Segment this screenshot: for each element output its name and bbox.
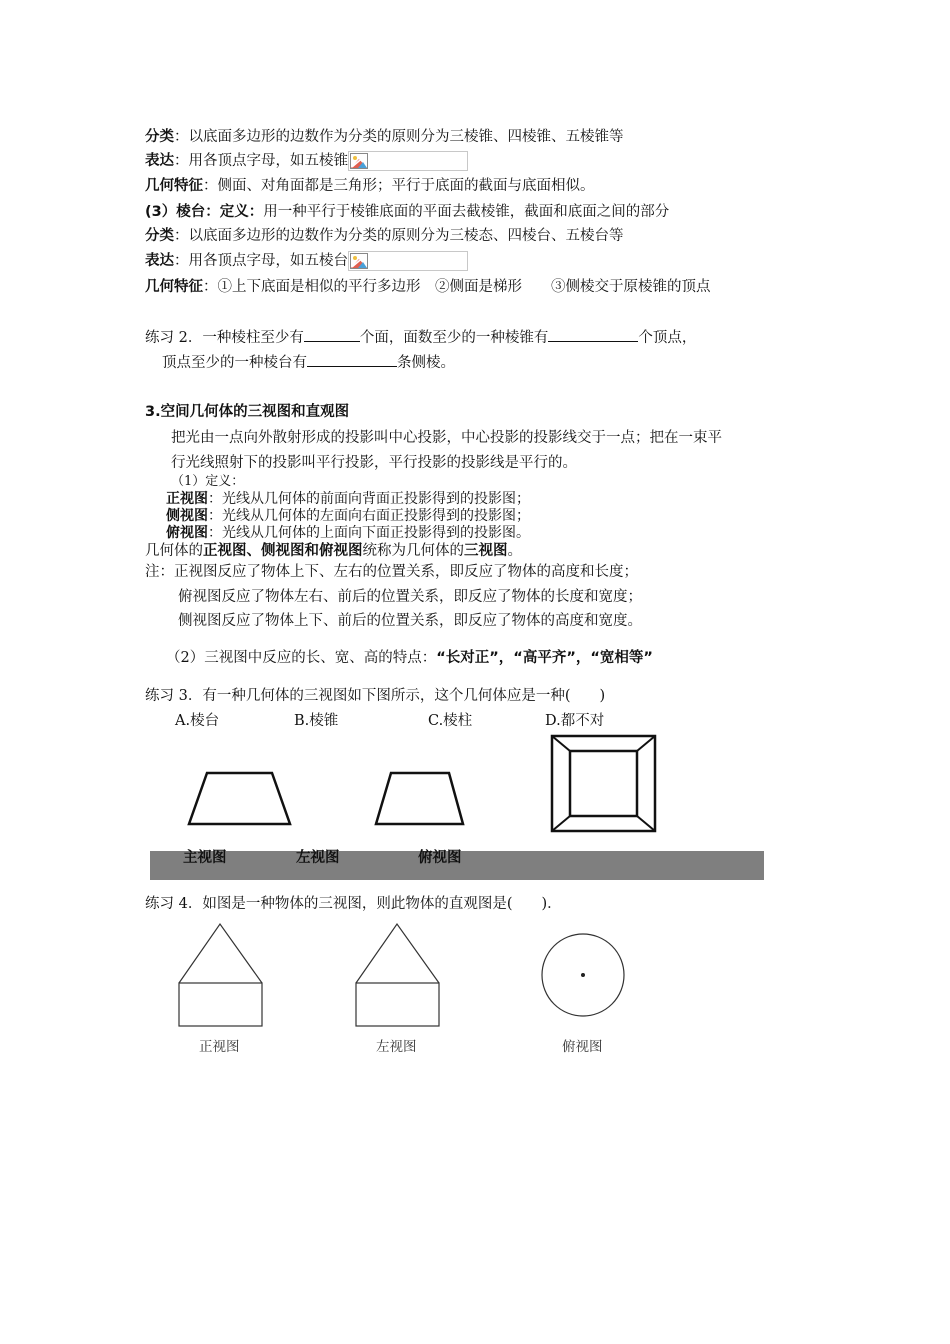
top-view-frame xyxy=(552,736,655,831)
exercise2-line1: 练习 2．一种棱柱至少有 个面，面数至少的一种棱锥有 个顶点， xyxy=(145,327,696,348)
front-view-def: 正视图：光线从几何体的前面向背面正投影得到的投影图； xyxy=(166,491,530,507)
option-d[interactable]: D.都不对 xyxy=(545,713,605,729)
three-views-feature: （2）三视图中反应的长、宽、高的特点：“长对正”，“高平齐”，“宽相等” xyxy=(166,650,653,666)
three-views-summary: 几何体的正视图、侧视图和俯视图统称为几何体的三视图。 xyxy=(145,543,522,559)
caption-main-view: 主视图 xyxy=(183,850,227,866)
frustum-classify-line: 分类：以底面多边形的边数作为分类的原则分为三棱态、四棱台、五棱台等 xyxy=(145,228,624,244)
ex4-top-view-circle xyxy=(542,934,624,1016)
exercise4-question: 练习 4．如图是一种物体的三视图，则此物体的直观图是( )． xyxy=(145,896,562,912)
ex4-caption-top: 俯视图 xyxy=(562,1039,603,1055)
caption-left-view: 左视图 xyxy=(296,850,340,866)
frustum-heading: (3）棱台：定义：用一种平行于棱锥底面的平面去截棱锥，截面和底面之间的部分 xyxy=(145,204,670,220)
side-view-trapezoid xyxy=(376,773,463,824)
side-view-def: 侧视图：光线从几何体的左面向右面正投影得到的投影图； xyxy=(166,508,530,524)
caption-top-view: 俯视图 xyxy=(418,850,462,866)
frustum-feature-line: 几何特征：①上下底面是相似的平行多边形 ②侧面是梯形 ③侧棱交于原棱锥的顶点 xyxy=(145,279,711,295)
note-line3: 侧视图反应了物体上下、前后的位置关系，即反应了物体的高度和宽度。 xyxy=(178,613,642,629)
section3-title: 3.空间几何体的三视图和直观图 xyxy=(145,404,350,420)
note-line2: 俯视图反应了物体左右、前后的位置关系，即反应了物体的长度和宽度； xyxy=(178,589,642,605)
section3-para2: 行光线照射下的投影叫平行投影，平行投影的投影线是平行的。 xyxy=(171,455,577,471)
section3-para1: 把光由一点向外散射形成的投影叫中心投影，中心投影的投影线交于一点；把在一束平 xyxy=(171,430,722,446)
ex4-side-view-house xyxy=(356,924,439,1026)
pyramid-feature-line: 几何特征：侧面、对角面都是三角形；平行于底面的截面与底面相似。 xyxy=(145,178,595,194)
option-c[interactable]: C.棱柱 xyxy=(428,713,473,729)
ex4-caption-left: 左视图 xyxy=(376,1039,417,1055)
exercise2-line2: 顶点至少的一种棱台有 条侧棱。 xyxy=(162,352,455,373)
definition-heading: （1）定义： xyxy=(171,474,245,489)
pyramid-express-line: 表达：用各顶点字母，如五棱锥 xyxy=(145,151,468,171)
pyramid-classify-line: 分类：以底面多边形的边数作为分类的原则分为三棱锥、四棱锥、五棱锥等 xyxy=(145,129,624,145)
note-line1: 注：正视图反应了物体上下、左右的位置关系，即反应了物体的高度和长度； xyxy=(145,564,638,580)
option-a[interactable]: A.棱台 xyxy=(175,713,220,729)
option-b[interactable]: B.棱锥 xyxy=(294,713,339,729)
top-view-def: 俯视图：光线从几何体的上面向下面正投影得到的投影图。 xyxy=(166,525,530,541)
front-view-trapezoid xyxy=(189,773,290,824)
ex4-caption-front: 正视图 xyxy=(199,1039,240,1055)
ex4-front-view-house xyxy=(179,924,262,1026)
frustum-express-line: 表达：用各顶点字母，如五棱台 xyxy=(145,251,468,271)
exercise3-question: 练习 3．有一种几何体的三视图如下图所示，这个几何体应是一种( ) xyxy=(145,688,606,704)
